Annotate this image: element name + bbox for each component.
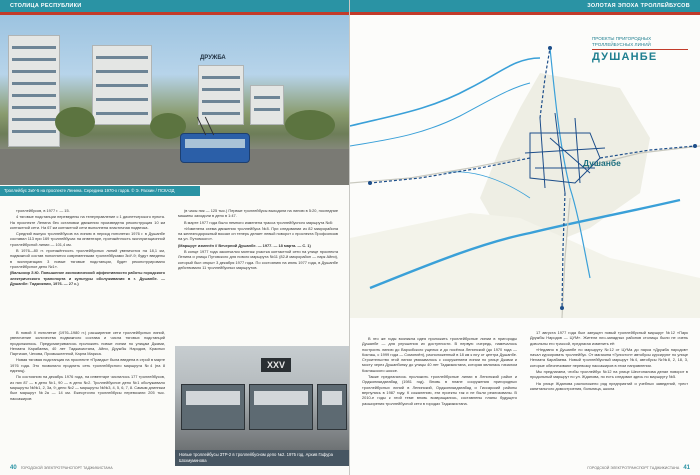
- trolleybus: [249, 384, 313, 430]
- map-subtitle: ПРОЕКТЫ ПРИГОРОДНЫХ ТРОЛЛЕЙБУСНЫХ ЛИНИЙ: [592, 36, 652, 47]
- paragraph: По состоянию на декабрь 1976 года, на инвентаре числилось 177 троллейбусов, из них 87 — в депо №1, 90 — в депо №2. Троллейбусное депо №1 обслуживало маршруты №№1, 2, 3а, 9; депо №2 — маршруты №№3, 4, 5, 6, 7, 8. Самым длинным был маршрут №2а — 14 км. Ежесуточно троллейбусы перевозили 205 тыс. пассажиров: [10, 374, 165, 401]
- running-head-left: [0, 0, 349, 12]
- page-number-right: [587, 465, 690, 471]
- running-head-text: ЗОЛОТАЯ ЭПОХА ТРОЛЛЕЙБУСОВ: [587, 3, 690, 9]
- running-head-text: СТОЛИЦА РЕСПУБЛИКИ: [10, 3, 82, 9]
- street-trolleybus-photo: [0, 15, 350, 185]
- building: [92, 45, 152, 125]
- trolleybus-lines-map: [350, 18, 700, 318]
- header-stripe: [350, 12, 700, 15]
- page-number-left: [10, 465, 113, 471]
- paragraph: В конце 1977 года закончился монтаж участка контактной сети на улице проспекта Ленина и улицы Путовского для нового маршрута №11 (82-й микрорайон — парк Айни), который был открыт 3 декабря 1977 года. По состоянию на июнь 1977 года, в Душанбе действовало 11 троллейбусных маршрутов.: [178, 249, 338, 270]
- paragraph: (в часы пик — 125 тыс.) Первые троллейбусы выходили на линию в 5:20, последние машины заходили в депо в 1:47.: [178, 208, 338, 219]
- quote: «Изменена схема движения троллейбуса №8. При следовании из 82 микрорайона на железнодорожный вокзал он теперь делает левый поворот с проспекта Профсоюзов на ул. Путовского».: [178, 225, 338, 242]
- text-column-3: [10, 330, 165, 402]
- right-page: [350, 0, 700, 475]
- quote: Мы предлагаем, чтобы троллейбус №12 на улице Шестопалова делал поворот в продольный маршрут по ул. Жданова, по есть следовал здесь по маршруту №5.: [530, 369, 688, 380]
- map-title-block: [592, 36, 688, 63]
- tree: [55, 107, 95, 137]
- quote: На улице Жданова расположено ряд предприятий и учебных заведений, трест капитального домостроения, больница, школа: [530, 380, 688, 391]
- paragraph: троллейбусов, в 1977 г. — 15.: [16, 208, 70, 213]
- folio-note: ГОРОДСКОЙ ЭЛЕКТРОТРАНСПОРТ ТАДЖИКИСТАНА: [20, 466, 113, 470]
- page-number: 41: [683, 465, 690, 471]
- paragraph: Средний выпуск троллейбусов на линию в период пятилетки 1976 г. в Душанбе составил 113 при 169 троллейбусах на инвентаре, протяжённость эксплуатационной троллейбусной линии — 101,4 км.: [10, 231, 165, 247]
- text-column-1: [362, 336, 517, 407]
- trolleybus: [317, 384, 347, 430]
- running-head-right: [350, 0, 700, 12]
- paragraph: В марте 1977 года было немного изменена трасса троллейбусного маршрута №8:: [184, 219, 333, 225]
- paragraph: Также предлагалось проложить троллейбусные линии в Ленинский район и Орджоникидзеабад (1981 год). Вновь в плане сооружения пригородных троллейбусных линий в Ленинский, Орджоникидзеабад и Гиссарский районы вернулись в 1987 году. К сожалению, эти проекты так и не были реализованы. В 2010-е годы к этой теме вновь возвращались, составлены планы будущего расширения троллейбусной сети в городах Таджикистана.: [362, 374, 517, 406]
- page-number: 40: [10, 465, 17, 471]
- paragraph: В это же годы возникла идея проложить троллейбусные линии в пригороды Душанбе — для улучшения их доступности. В первую очередь, намечалось построить линию до Варзобского ущелья и до посёлка Ленинский (до 1970 года — Кокташ, с 1999 года — Сомониён), расположенный в 18 км к югу от центра Душанбе. Строительство этой линии увязывалось с сооружением линии по улице Джами и мосту через Душанбинку до улицы 40 лет Таджикистана, которая являлась началом Кокташского шоссе.: [362, 336, 517, 373]
- depot-sign: XXV: [261, 358, 291, 372]
- citation: (Маршрут изменён // Вечерний Душанбе. — 1977. — 18 марта. — С. 1): [178, 242, 311, 248]
- text-column-1: [10, 208, 165, 287]
- building-sign: ДРУЖБА: [200, 55, 226, 61]
- folio-note: ГОРОДСКОЙ ЭЛЕКТРОТРАНСПОРТ ТАДЖИКИСТАНА: [587, 466, 680, 470]
- text-column-2: [178, 208, 338, 271]
- building: [250, 85, 284, 125]
- paragraph: В новой X пятилетке (1976–1980 гг.) расширение сети троллейбусных линий, увеличение количества подвижного состава и числа тяговых подстанций продолжилось. Предусматривалось проложить новые линии по улицам Джами, Негмата Карабаева, 40 лет Таджикистана, Айни, Дружбы Народов, Красных Партизан, Чехова, Промышленной, Карла Маркса.: [10, 330, 165, 357]
- photo-caption: Троллейбус ЗиУ-5 на проспекте Ленина. Середина 1970-х годов. © Э. Раскин / ПСКАЗД: [0, 186, 200, 196]
- paragraph: Новая тяговая подстанция на проспекте «Правды» была введена в строй в марте 1976 года. Это позволило продлить сеть троллейбусного маршрута №4 (на 8 единиц).: [10, 357, 165, 374]
- depot-photo: [175, 346, 350, 450]
- text-column-2: [530, 330, 688, 392]
- building: [8, 35, 60, 147]
- citation: (Вальскир З.Ю. Повышение экономической эффективности работы городского электрического транспорта и культуры обслуживания в г. Душанбе. — Душанбе: Таджикнии, 1976. — 27 с.): [10, 270, 165, 286]
- paragraph: 4 тяговые подстанции переведены на телеуправление с 1 диспетчерского пункта. На проспекте Ленина без остановки движения произведена реконструкция 10 км контактной сети. На 67 км контактной сети выполнена эластичная подвеска.: [10, 214, 165, 230]
- trolleybus: [181, 384, 245, 430]
- quote: «Недавно в Душанбе по маршруту №12 от ЦУМа до парка «Дружба народов» начал курсировать троллейбус. От магазина «Гулистон» автобусы курсируют по улице Негмата Карабаева. Новый троллейбусный маршрут №4, автобусы №№8, 2, 18, 3, которые обеспечивают перевозку пассажиров в этом направлении.: [530, 346, 688, 368]
- depot-photo-caption: Новые троллейбусы ЗТР-2 в троллейбусном депо №2. 1975 год. Архив Гафура Шохмуминова: [175, 450, 350, 466]
- paragraph: 17 августа 1977 года был запущен новый троллейбусный маршрут №12 «Парк Дружбы Народов — ЦУМ». Жители юго-западных районов столицы были не очень довольны его трассой, предлагая изменить её:: [530, 330, 688, 346]
- city-label: Душанбе: [583, 158, 621, 168]
- road: [0, 149, 350, 185]
- tree: [285, 110, 335, 140]
- trolleybus: [180, 133, 250, 163]
- map-title: ДУШАНБЕ: [592, 49, 688, 63]
- paragraph: В 1976—80 гг. протяжённость троллейбусных линий увеличится на 18,1 км, подвижной состав пополнится современными троллейбусами ЗиУ-9; будут введены в эксплуатацию 3 новые тяговые подстанции, будет реконструировано троллейбусное депо №1».: [10, 248, 165, 269]
